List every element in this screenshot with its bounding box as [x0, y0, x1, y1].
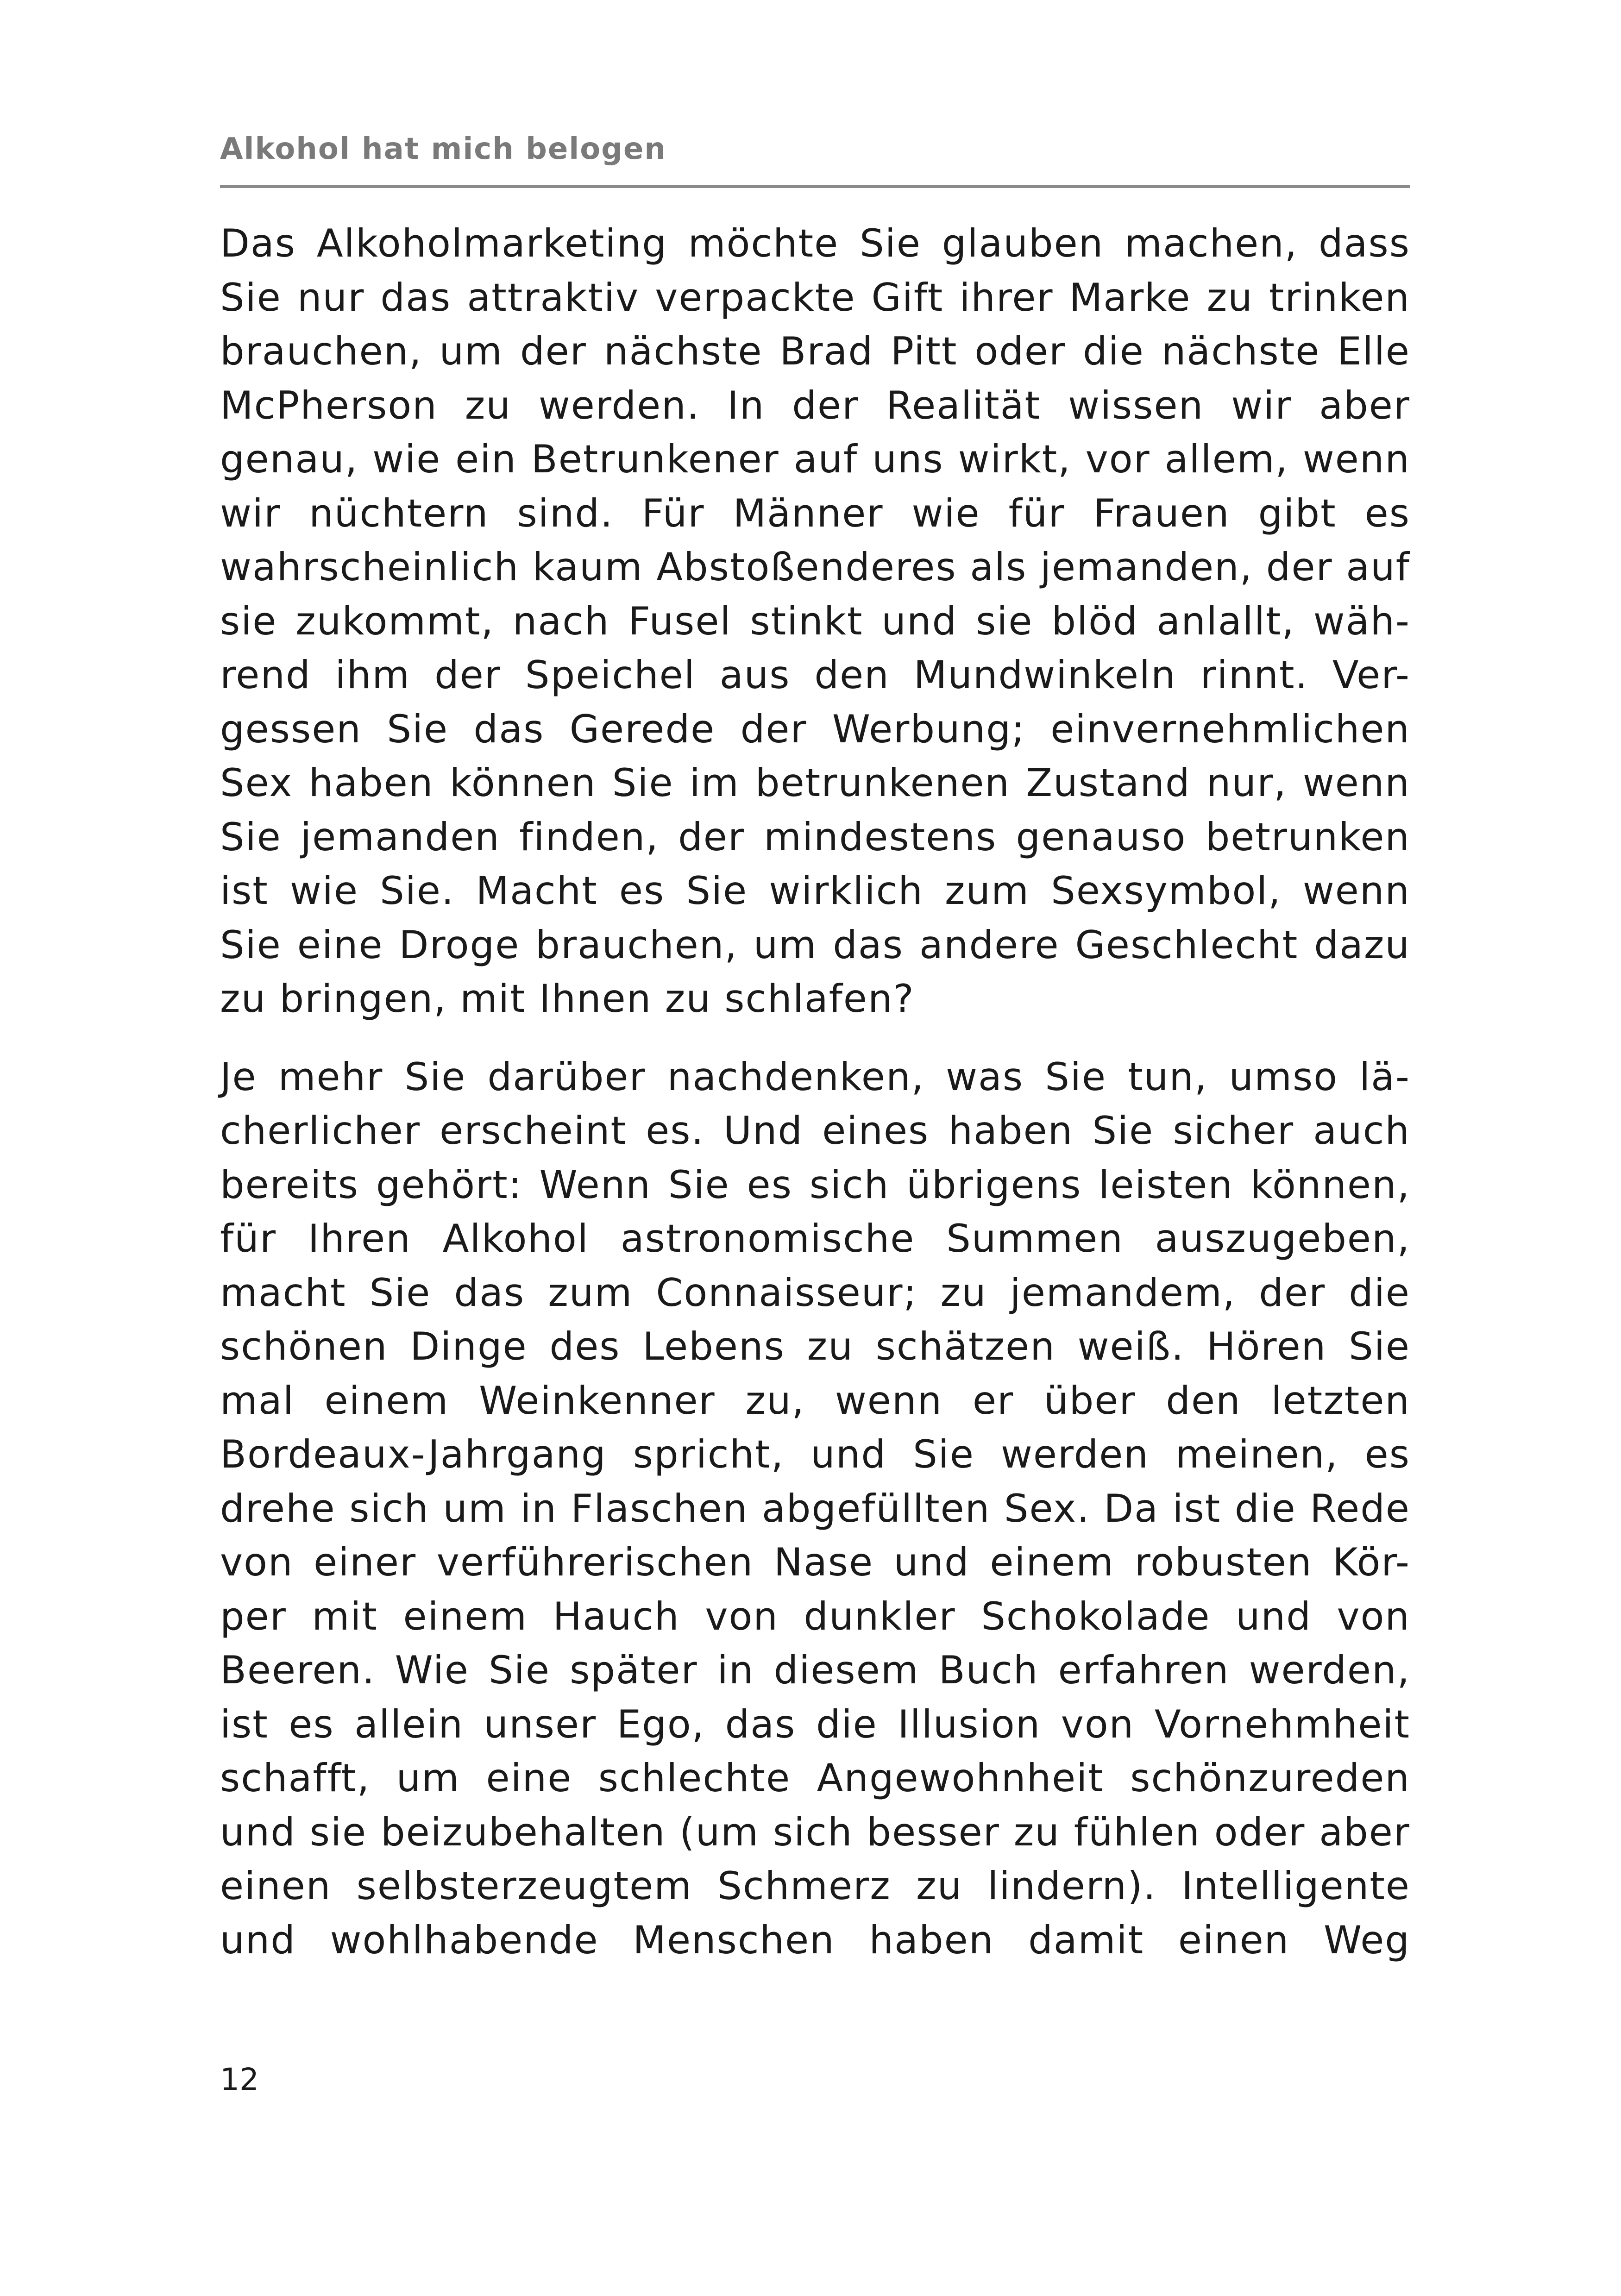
text-line: per mit einem Hauch von dunkler Schokolade und von	[220, 1593, 1410, 1639]
text-line: Sie eine Droge brauchen, um das andere Geschlecht dazu	[220, 922, 1410, 967]
text-line: McPherson zu werden. In der Realität wissen wir aber	[220, 383, 1410, 428]
text-line: Je mehr Sie darüber nachdenken, was Sie tun, umso lä-	[220, 1054, 1410, 1099]
text-line: einen selbsterzeugtem Schmerz zu lindern). Intelligente	[220, 1863, 1410, 1908]
text-line: wir nüchtern sind. Für Männer wie für Frauen gibt es	[220, 490, 1410, 536]
text-line: genau, wie ein Betrunkener auf uns wirkt, vor allem, wenn	[220, 437, 1410, 482]
text-line: Sex haben können Sie im betrunkenen Zustand nur, wenn	[220, 760, 1410, 805]
paragraph-1	[220, 217, 1410, 1026]
running-header: Alkohol hat mich belogen	[220, 132, 666, 166]
text-line: gessen Sie das Gerede der Werbung; einvernehmlichen	[220, 706, 1410, 752]
text-line: macht Sie das zum Connaisseur; zu jemandem, der die	[220, 1270, 1410, 1315]
text-line: zu bringen, mit Ihnen zu schlafen?	[220, 976, 915, 1021]
text-line: mal einem Weinkenner zu, wenn er über den letzten	[220, 1378, 1410, 1423]
text-line: drehe sich um in Flaschen abgefüllten Sex. Da ist die Rede	[220, 1486, 1410, 1531]
text-line: Sie nur das attraktiv verpackte Gift ihrer Marke zu trinken	[220, 275, 1410, 320]
text-line: cherlicher erscheint es. Und eines haben Sie sicher auch	[220, 1108, 1410, 1153]
text-line: Sie jemanden finden, der mindestens genauso betrunken	[220, 814, 1410, 859]
text-line: ist es allein unser Ego, das die Illusion von Vornehmheit	[220, 1701, 1410, 1747]
text-line: Beeren. Wie Sie später in diesem Buch erfahren werden,	[220, 1648, 1410, 1693]
text-line: brauchen, um der nächste Brad Pitt oder die nächste Elle	[220, 329, 1410, 374]
text-line: und wohlhabende Menschen haben damit einen Weg	[220, 1917, 1410, 1963]
page-number: 12	[220, 2062, 259, 2097]
body-text	[220, 217, 1410, 1967]
text-line: Bordeaux-Jahrgang spricht, und Sie werden meinen, es	[220, 1432, 1410, 1477]
text-line: schafft, um eine schlechte Angewohnheit schönzureden	[220, 1756, 1410, 1800]
header-divider	[220, 185, 1410, 188]
text-line: bereits gehört: Wenn Sie es sich übrigens leisten können,	[220, 1162, 1410, 1207]
paragraph-2	[220, 1050, 1410, 1968]
text-line: schönen Dinge des Lebens zu schätzen weiß. Hören Sie	[220, 1324, 1410, 1369]
text-line: und sie beizubehalten (um sich besser zu fühlen oder aber	[220, 1809, 1410, 1855]
text-line: rend ihm der Speichel aus den Mundwinkeln rinnt. Ver-	[220, 652, 1410, 697]
text-line: wahrscheinlich kaum Abstoßenderes als jemanden, der auf	[220, 545, 1410, 590]
text-line: sie zukommt, nach Fusel stinkt und sie blöd anlallt, wäh-	[220, 598, 1410, 644]
text-line: Das Alkoholmarketing möchte Sie glauben machen, dass	[220, 221, 1410, 266]
text-line: von einer verführerischen Nase und einem robusten Kör-	[220, 1540, 1410, 1585]
text-line: für Ihren Alkohol astronomische Summen auszugeben,	[220, 1216, 1410, 1261]
text-line: ist wie Sie. Macht es Sie wirklich zum Sexsymbol, wenn	[220, 868, 1410, 913]
